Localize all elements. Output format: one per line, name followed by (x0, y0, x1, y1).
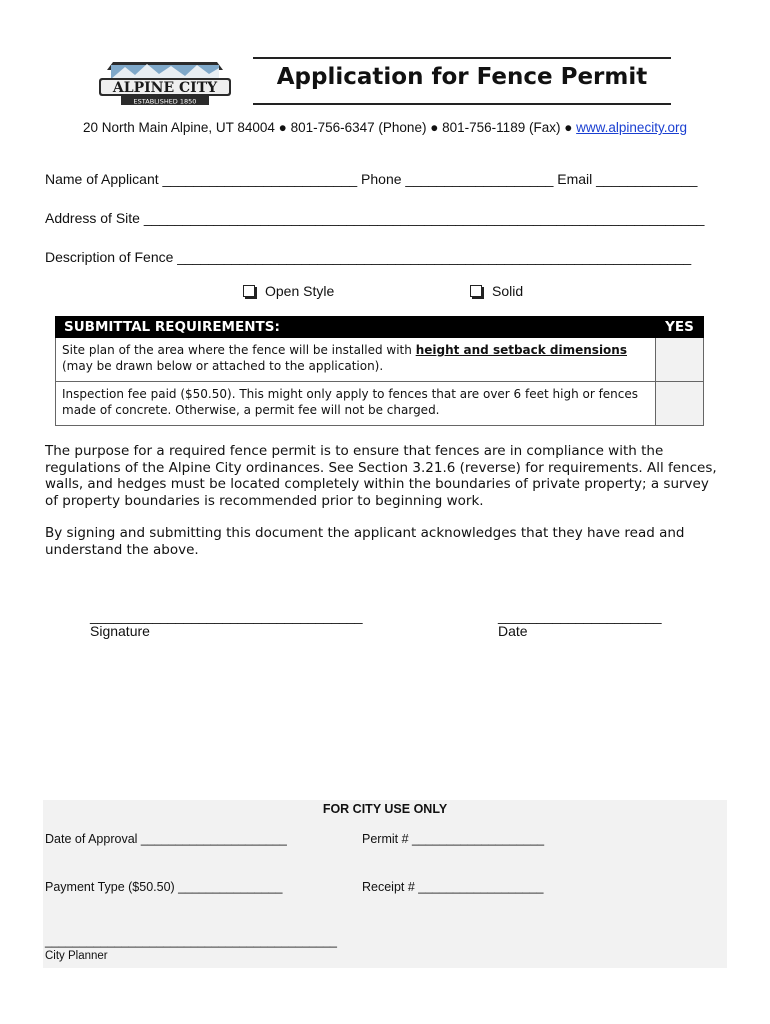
contact-phone: 801-756-6347 (Phone) (290, 120, 427, 135)
contact-fax: 801-756-1189 (Fax) (442, 120, 561, 135)
checkbox-icon[interactable] (470, 285, 482, 297)
logo-tagline: ESTABLISHED 1850 (133, 97, 197, 106)
website-link[interactable]: www.alpinecity.org (576, 120, 687, 135)
height-setback-emphasis: height and setback dimensions (415, 343, 627, 357)
solid-label: Solid (492, 283, 524, 299)
title-bottom-rule (253, 103, 671, 105)
requirement-inspection-fee: Inspection fee paid ($50.50). This might only apply to fences that are over 6 feet high or fences made of concrete. Otherwise, a permit fee will not be charged. (56, 382, 656, 426)
requirement-site-plan-text-end: (may be drawn below or attached to the application). (62, 359, 384, 373)
signature-label: Signature (90, 623, 150, 639)
city-use-section (43, 800, 727, 968)
acknowledgement-paragraph: By signing and submitting this document the applicant acknowledges that they have read and understand the above. (45, 525, 685, 558)
contact-line (0, 120, 770, 135)
description-field-line[interactable]: Description of Fence __________________________________________________________________ (45, 249, 692, 265)
bullet: ● (430, 120, 439, 135)
bullet: ● (278, 120, 287, 135)
requirement-site-plan (56, 338, 656, 382)
solid-option[interactable] (470, 283, 523, 299)
page-title: Application for Fence Permit (276, 64, 648, 90)
payment-type-field[interactable]: Payment Type ($50.50) _______________ (45, 880, 283, 894)
city-use-heading: FOR CITY USE ONLY (322, 802, 448, 816)
applicant-field-line[interactable]: Name of Applicant _________________________ Phone ___________________ Email _____________ (45, 171, 698, 187)
open-style-label: Open Style (265, 283, 335, 299)
open-style-option[interactable] (243, 283, 334, 299)
bullet: ● (564, 120, 573, 135)
title-top-rule (253, 57, 671, 59)
yes-header: YES (656, 317, 704, 338)
permit-number-field[interactable]: Permit # ___________________ (362, 832, 545, 846)
logo-name: ALPINE CITY (112, 80, 218, 96)
checkbox-icon[interactable] (243, 285, 255, 297)
contact-address: 20 North Main Alpine, UT 84004 (83, 120, 275, 135)
yes-checkbox-inspection-fee[interactable] (656, 382, 704, 426)
city-planner-line[interactable]: __________________________________________ (45, 934, 337, 948)
city-planner-label: City Planner (45, 950, 108, 962)
purpose-paragraph: The purpose for a required fence permit is to ensure that fences are in compliance with the regulations of the Alpine City ordinances. See Section 3.21.6 (reverse) for requirements. All fences, walls, and hedges must be located completely within the boundaries of private property; a survey of property boundaries is recommended prior to beginning work. (45, 443, 717, 509)
alpine-city-logo (95, 52, 235, 108)
submittal-requirements-table (55, 316, 704, 426)
receipt-number-field[interactable]: Receipt # __________________ (362, 880, 544, 894)
address-field-line[interactable]: Address of Site ________________________________________________________________________ (45, 210, 705, 226)
requirements-header: SUBMITTAL REQUIREMENTS: (56, 317, 656, 338)
date-label: Date (498, 623, 528, 639)
approval-date-field[interactable]: Date of Approval _____________________ (45, 832, 287, 846)
signature-line[interactable]: ___________________________________ (90, 608, 363, 624)
requirement-site-plan-text: Site plan of the area where the fence will be installed with (62, 343, 416, 357)
yes-checkbox-site-plan[interactable] (656, 338, 704, 382)
date-line[interactable]: _____________________ (498, 608, 662, 624)
